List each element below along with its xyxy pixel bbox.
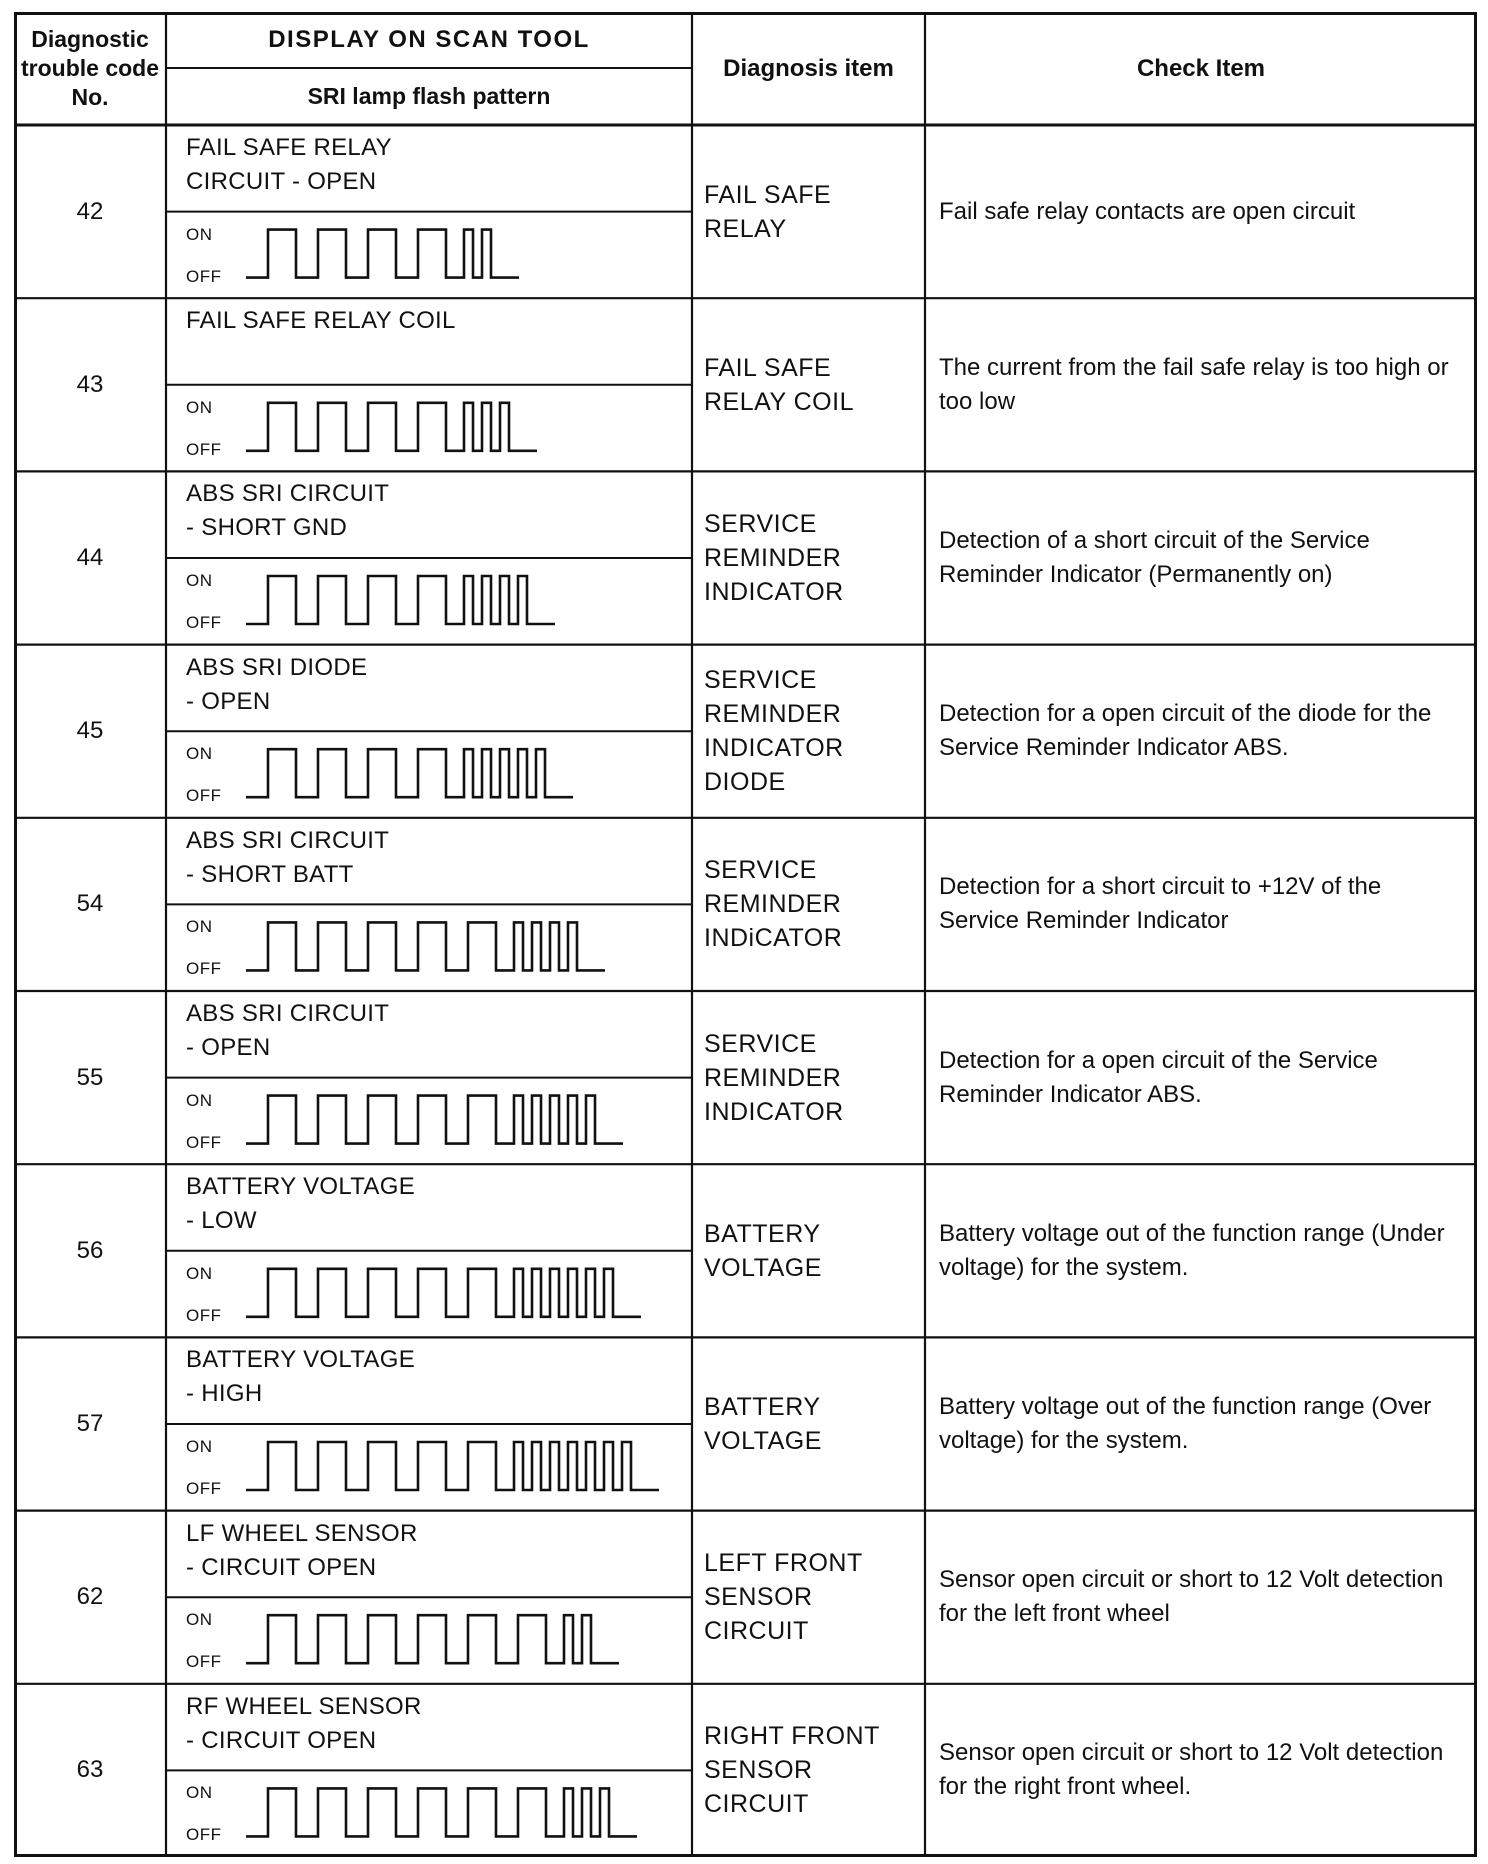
scan-tool-display: FAIL SAFE RELAY COIL <box>186 307 456 335</box>
trouble-code: 56 <box>76 1236 104 1264</box>
check-item: Detection for a open circuit of the Service Reminder Indicator ABS. <box>939 1046 1378 1108</box>
diagnosis-item: SERVICE REMINDER INDICATOR <box>704 509 844 606</box>
flash-pattern-waveform <box>246 1442 659 1490</box>
trouble-code: 45 <box>76 717 104 745</box>
on-label: ON <box>186 224 213 244</box>
off-label: OFF <box>186 1305 222 1325</box>
check-item: Sensor open circuit or short to 12 Volt detection for the left front wheel <box>939 1566 1444 1628</box>
off-label: OFF <box>186 786 222 806</box>
header-display: DISPLAY ON SCAN TOOL <box>268 26 590 53</box>
check-item: Detection for a short circuit to +12V of the Service Reminder Indicator <box>939 873 1382 935</box>
dtc-table <box>14 12 1477 1857</box>
on-label: ON <box>186 1783 213 1803</box>
off-label: OFF <box>186 266 222 286</box>
header-diagnosis-item: Diagnosis item <box>723 54 894 82</box>
diagnosis-item: SERVICE REMINDER INDICATOR DIODE <box>704 666 844 797</box>
flash-pattern-waveform <box>246 1096 623 1144</box>
off-label: OFF <box>186 1132 222 1152</box>
check-item: Sensor open circuit or short to 12 Volt detection for the right front wheel. <box>939 1739 1444 1801</box>
flash-pattern-waveform <box>246 1615 619 1663</box>
header-code: Diagnostic trouble code No. <box>20 26 159 110</box>
off-label: OFF <box>186 1652 222 1672</box>
flash-pattern-waveform <box>246 922 605 970</box>
header-flash-pattern: SRI lamp flash pattern <box>307 83 551 109</box>
off-label: OFF <box>186 1479 222 1498</box>
diagnosis-item: SERVICE REMINDER INDICATOR <box>704 1029 844 1126</box>
trouble-code: 55 <box>76 1063 104 1091</box>
trouble-code: 57 <box>76 1409 104 1437</box>
off-label: OFF <box>186 1825 222 1845</box>
check-item: Battery voltage out of the function range (Under voltage) for the system. <box>939 1219 1445 1281</box>
trouble-code: 43 <box>76 370 104 398</box>
flash-pattern-waveform <box>246 230 519 278</box>
on-label: ON <box>186 1263 213 1283</box>
header-check-item: Check Item <box>1136 54 1266 82</box>
diagnosis-item: SERVICE REMINDER INDiCATOR <box>704 856 843 953</box>
check-item: The current from the fail safe relay is too high or too low <box>939 353 1449 415</box>
trouble-code: 44 <box>76 543 104 571</box>
on-label: ON <box>186 1437 213 1456</box>
scan-tool-display: ABS SRI CIRCUIT - OPEN <box>186 1000 390 1061</box>
check-item: Detection for a open circuit of the diode for the Service Reminder Indicator ABS. <box>939 700 1432 762</box>
trouble-code: 62 <box>76 1583 104 1611</box>
scan-tool-display: LF WHEEL SENSOR - CIRCUIT OPEN <box>186 1519 418 1581</box>
scan-tool-display: BATTERY VOLTAGE - LOW <box>186 1173 416 1235</box>
off-label: OFF <box>186 959 222 979</box>
on-label: ON <box>186 744 213 764</box>
flash-pattern-waveform <box>246 1788 637 1836</box>
check-item: Fail safe relay contacts are open circuit <box>939 197 1356 225</box>
check-item: Battery voltage out of the function range (Over voltage) for the system. <box>939 1392 1432 1454</box>
scan-tool-display: ABS SRI CIRCUIT - SHORT BATT <box>186 826 390 888</box>
flash-pattern-waveform <box>246 403 537 451</box>
on-label: ON <box>186 571 213 590</box>
flash-pattern-waveform <box>246 749 573 797</box>
flash-pattern-waveform <box>246 576 555 624</box>
check-item: Detection of a short circuit of the Service Reminder Indicator (Permanently on) <box>939 526 1370 588</box>
scan-tool-display: ABS SRI DIODE - OPEN <box>186 653 368 715</box>
trouble-code: 42 <box>76 197 104 225</box>
on-label: ON <box>186 917 213 937</box>
scan-tool-display: FAIL SAFE RELAY CIRCUIT - OPEN <box>186 134 392 195</box>
diagnosis-item: BATTERY VOLTAGE <box>704 1219 822 1282</box>
flash-pattern-waveform <box>246 1269 641 1317</box>
on-label: ON <box>186 397 213 417</box>
trouble-code: 54 <box>76 890 104 918</box>
diagnosis-item: FAIL SAFE RELAY COIL <box>704 353 854 416</box>
diagnosis-item: FAIL SAFE RELAY <box>704 180 832 243</box>
diagnosis-item: BATTERY VOLTAGE <box>704 1392 822 1455</box>
on-label: ON <box>186 1610 213 1630</box>
scan-tool-display: ABS SRI CIRCUIT - SHORT GND <box>186 480 390 542</box>
scan-tool-display: BATTERY VOLTAGE - HIGH <box>186 1346 416 1408</box>
on-label: ON <box>186 1090 213 1110</box>
trouble-code: 63 <box>76 1756 104 1784</box>
scan-tool-display: RF WHEEL SENSOR - CIRCUIT OPEN <box>186 1692 422 1754</box>
off-label: OFF <box>186 613 222 632</box>
diagnosis-item: LEFT FRONT SENSOR CIRCUIT <box>704 1549 863 1646</box>
off-label: OFF <box>186 439 222 459</box>
diagnosis-item: RIGHT FRONT SENSOR CIRCUIT <box>704 1722 880 1819</box>
